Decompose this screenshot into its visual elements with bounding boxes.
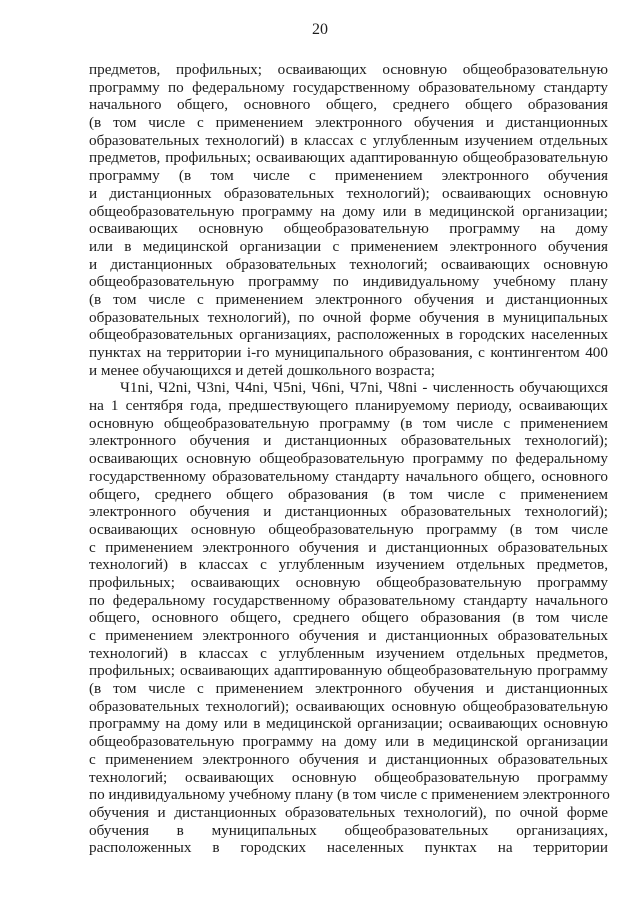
text-line: технологий) в классах с углубленным изучением отдельных предметов, bbox=[89, 556, 608, 574]
text-line: предметов, профильных; осваивающих основную общеобразовательную bbox=[89, 61, 608, 78]
text-line: технологий) в классах с углубленным изучением отдельных предметов, bbox=[89, 644, 608, 662]
text-line: пунктах на территории i-го муниципального образования, с контингентом 400 bbox=[89, 344, 608, 361]
text-line: государственному образовательному стандарту начального общего, основного bbox=[89, 467, 608, 485]
text-line: электронного обучения и дистанционных образовательных технологий); bbox=[89, 503, 608, 521]
text-line: общеобразовательных организациях, расположенных в городских населенных bbox=[89, 326, 608, 344]
text-line: общего, основного общего, среднего общего образования (в том числе bbox=[89, 609, 608, 627]
text-line: (в том числе с применением электронного обучения и дистанционных bbox=[89, 680, 608, 698]
text-line: (в том числе с применением электронного обучения и дистанционных bbox=[89, 290, 608, 308]
text-line: по индивидуальному учебному плану (в том числе с применением электронного bbox=[89, 786, 610, 804]
text-line: и менее обучающихся и детей дошкольного возраста; bbox=[89, 361, 435, 379]
text-line: осваивающих основную общеобразовательную программу на дому bbox=[89, 220, 608, 238]
text-line: программу на дому или в медицинской организации; осваивающих основную bbox=[89, 715, 608, 733]
text-line: основную общеобразовательную программу (в том числе с применением bbox=[89, 414, 608, 432]
text-line: начального общего, основного общего, среднего общего образования bbox=[89, 96, 608, 114]
text-line: расположенных в городских населенных пунктах на территории bbox=[89, 839, 608, 857]
text-line: общего, среднего общего образования (в том числе с применением bbox=[89, 485, 608, 503]
text-line: и дистанционных образовательных технологий); осваивающих основную bbox=[89, 184, 608, 202]
paragraph-continuation bbox=[89, 61, 608, 379]
text-line: обучения и дистанционных образовательных технологий), по очной форме bbox=[89, 803, 608, 821]
text-line: обучения в муниципальных общеобразовательных организациях, bbox=[89, 821, 608, 839]
text-line: с применением электронного обучения и дистанционных образовательных bbox=[89, 627, 608, 644]
text-line: профильных; осваивающих основную общеобразовательную программу bbox=[89, 573, 608, 591]
text-line: образовательных технологий) в классах с углубленным изучением отдельных bbox=[89, 131, 608, 149]
document-body bbox=[89, 61, 608, 857]
paragraph-definition bbox=[89, 379, 608, 857]
text-line: программу по федеральному государственному образовательному стандарту bbox=[89, 78, 608, 96]
text-line: осваивающих основную общеобразовательную программу по федеральному bbox=[89, 450, 608, 468]
text-line: образовательных технологий); осваивающих основную общеобразовательную bbox=[89, 697, 608, 715]
text-line: и дистанционных образовательных технологий; осваивающих основную bbox=[89, 255, 608, 273]
text-line: общеобразовательную программу по индивидуальному учебному плану bbox=[89, 273, 608, 291]
text-line: по федеральному государственному образовательному стандарту начального bbox=[89, 591, 608, 609]
text-line: программу (в том числе с применением электронного обучения bbox=[89, 167, 608, 185]
text-line: осваивающих основную общеобразовательную программу (в том числе bbox=[89, 520, 608, 538]
text-line: с применением электронного обучения и дистанционных образовательных bbox=[89, 750, 608, 768]
page-number: 20 bbox=[312, 21, 328, 38]
text-line: профильных; осваивающих адаптированную общеобразовательную программу bbox=[89, 662, 608, 680]
text-line: (в том числе с применением электронного обучения и дистанционных bbox=[89, 114, 608, 132]
text-line: или в медицинской организации с применением электронного обучения bbox=[89, 237, 608, 255]
text-line: образовательных технологий), по очной форме обучения в муниципальных bbox=[89, 308, 608, 326]
text-line: электронного обучения и дистанционных образовательных технологий); bbox=[89, 432, 608, 450]
text-line: общеобразовательную программу на дому или в медицинской организации bbox=[89, 733, 608, 751]
text-line: общеобразовательную программу на дому или в медицинской организации; bbox=[89, 202, 608, 220]
text-line: с применением электронного обучения и дистанционных образовательных bbox=[89, 538, 608, 556]
text-line: технологий; осваивающих основную общеобразовательную программу bbox=[89, 768, 608, 786]
text-line: Ч1ni, Ч2ni, Ч3ni, Ч4ni, Ч5ni, Ч6ni, Ч7ni, Ч8ni - численность обучающихся bbox=[120, 379, 608, 397]
text-line: на 1 сентября года, предшествующего планируемому периоду, осваивающих bbox=[89, 397, 608, 415]
text-line: предметов, профильных; осваивающих адаптированную общеобразовательную bbox=[89, 149, 608, 167]
